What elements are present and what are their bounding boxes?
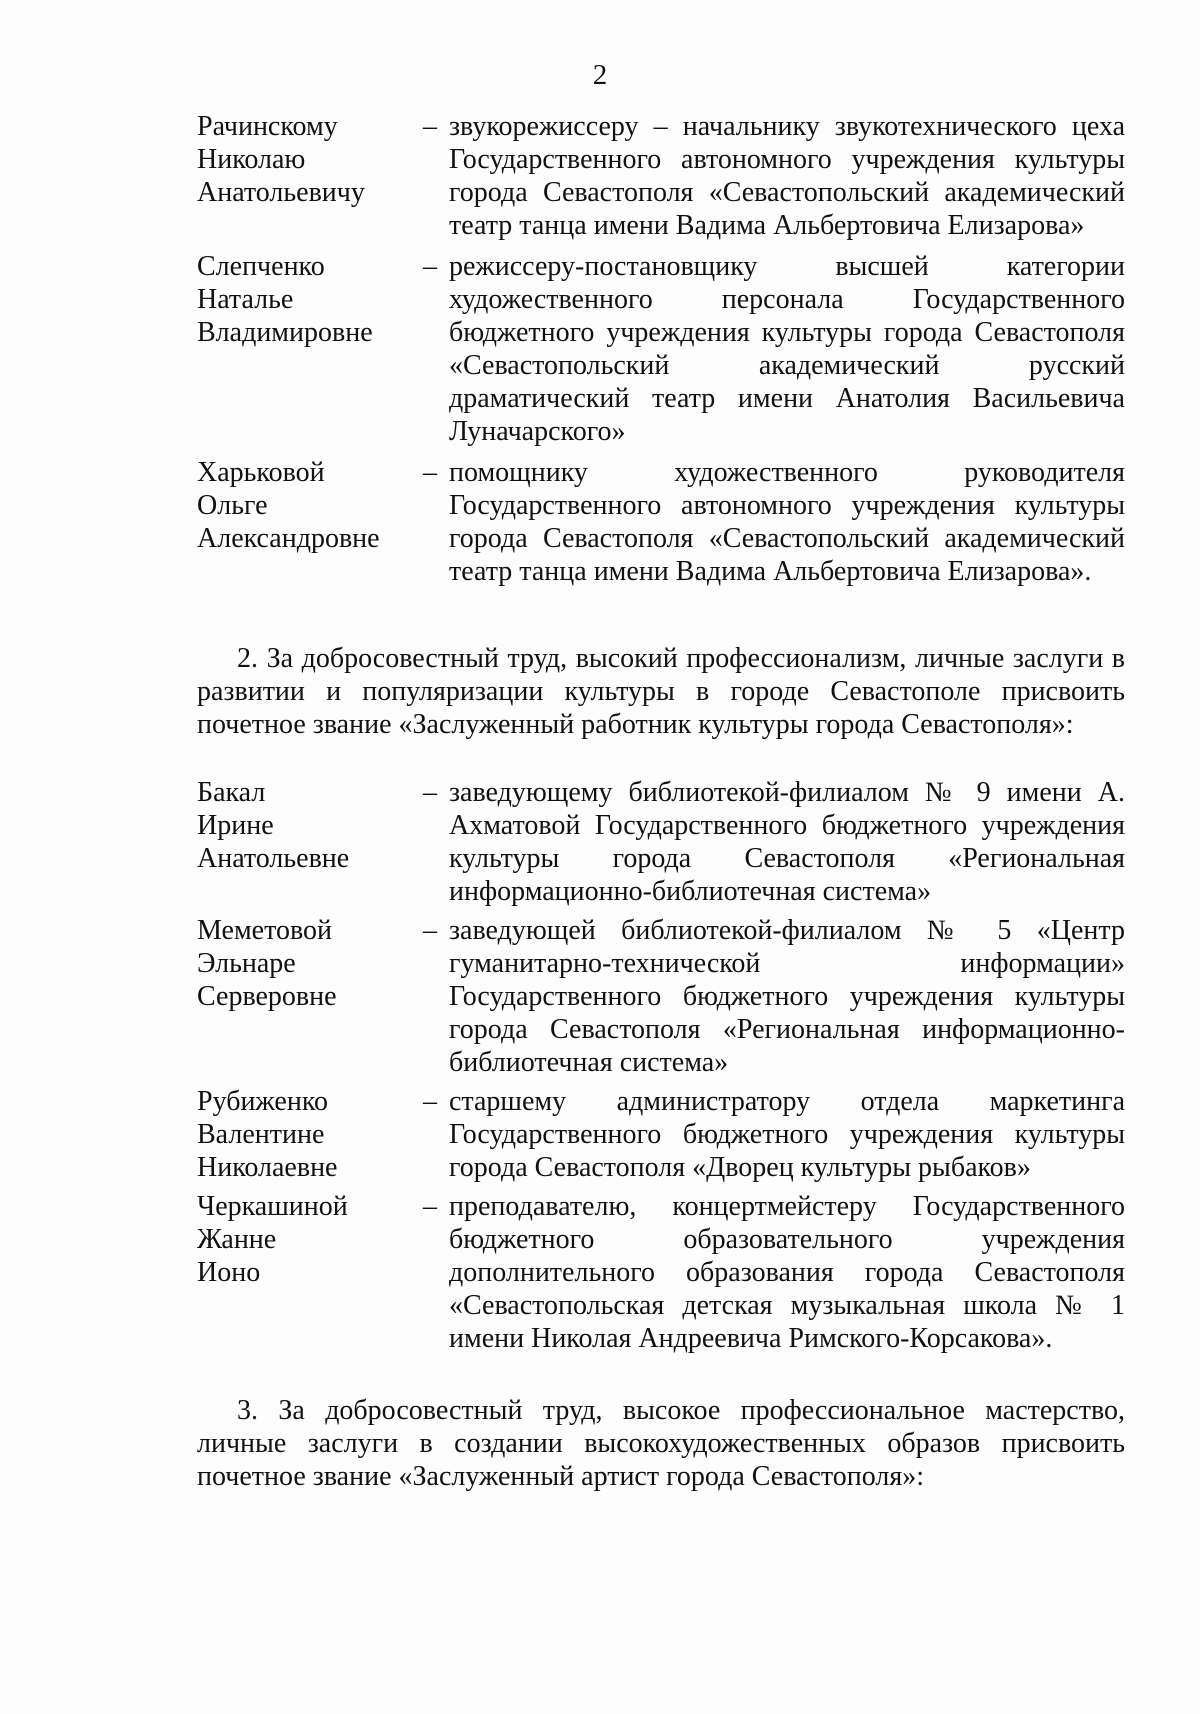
awardee-entry	[197, 914, 1125, 1079]
awardee-entry	[197, 776, 1125, 908]
page-number: 2	[592, 59, 608, 91]
awardee-patronymic: Николаевне	[197, 1152, 338, 1183]
awardee-patronymic: Анатольевне	[197, 843, 350, 874]
entry-dash: –	[423, 915, 437, 946]
awardee-patronymic: Ионо	[197, 1257, 261, 1288]
awardee-entry	[197, 1085, 1125, 1184]
awardee-surname: Харьковой	[197, 457, 325, 488]
awardee-first-name: Эльнаре	[197, 948, 296, 979]
entry-dash: –	[423, 457, 437, 488]
awardee-first-name: Николаю	[197, 144, 306, 175]
awardee-name	[197, 456, 423, 588]
awardee-first-name: Ирине	[197, 810, 274, 841]
awardee-description: заведующей библиотекой-филиалом № 5 «Центр гуманитарно-технической информации» Государственного бюджетного учреждения культуры города Севастополя «Региональная информационно-библиотечная система»	[449, 915, 1125, 1078]
awardee-name	[197, 110, 423, 242]
paragraph-3: 3. За добросовестный труд, высокое профессиональное мастерство, личные заслуги в создании высокохудожественных образов присвоить почетное звание «Заслуженный артист города Севастополя»:	[197, 1395, 1125, 1492]
awardee-description: помощнику художественного руководителя Государственного автономного учреждения культуры города Севастополя «Севастопольский академический театр танца имени Вадима Альбертовича Елизарова».	[449, 457, 1125, 587]
awardee-surname: Меметовой	[197, 915, 332, 946]
awardee-description: заведующему библиотекой-филиалом № 9 имени А. Ахматовой Государственного бюджетного учреждения культуры города Севастополя «Региональная информационно-библиотечная система»	[449, 777, 1125, 907]
awardee-surname: Слепченко	[197, 251, 325, 282]
awardee-patronymic: Серверовне	[197, 981, 337, 1012]
awardee-first-name: Ольге	[197, 490, 268, 521]
awardee-entry	[197, 1190, 1125, 1355]
paragraph-2: 2. За добросовестный труд, высокий профессионализм, личные заслуги в развитии и популяризации культуры в городе Севастополе присвоить почетное звание «Заслуженный работник культуры города Севастополя»:	[197, 643, 1125, 740]
awardee-description: звукорежиссеру – начальнику звукотехнического цеха Государственного автономного учреждения культуры города Севастополя «Севастопольский академический театр танца имени Вадима Альбертовича Елизарова»	[449, 111, 1125, 241]
entry-dash: –	[423, 1191, 437, 1222]
awardee-first-name: Наталье	[197, 284, 294, 315]
awardee-name	[197, 914, 423, 1079]
awardee-description: преподавателю, концертмейстеру Государственного бюджетного образовательного учреждения дополнительного образования города Севастополя «Севастопольская детская музыкальная школа № 1 имени Николая Андреевича Римского-Корсакова».	[449, 1191, 1125, 1354]
awardee-entry	[197, 110, 1125, 242]
entry-dash: –	[423, 1086, 437, 1117]
awardee-name	[197, 250, 423, 448]
awardee-description: режиссеру-постановщику высшей категории художественного персонала Государственного бюджетного учреждения культуры города Севастополя «Севастопольский академический русский драматический театр имени Анатолия Васильевича Луначарского»	[449, 251, 1125, 447]
entry-dash: –	[423, 777, 437, 808]
awardee-patronymic: Владимировне	[197, 317, 373, 348]
awardee-name	[197, 1085, 423, 1184]
awardee-first-name: Валентине	[197, 1119, 325, 1150]
awardee-name	[197, 776, 423, 908]
awardee-first-name: Жанне	[197, 1224, 277, 1255]
awardee-surname: Бакал	[197, 777, 266, 808]
awardee-surname: Черкашиной	[197, 1191, 348, 1222]
entry-dash: –	[423, 111, 437, 142]
awardee-surname: Рубиженко	[197, 1086, 329, 1117]
awardee-list-2	[197, 776, 1125, 1355]
entry-dash: –	[423, 251, 437, 282]
awardee-patronymic: Анатольевичу	[197, 177, 365, 208]
awardee-description: старшему администратору отдела маркетинга Государственного бюджетного учреждения культуры города Севастополя «Дворец культуры рыбаков»	[449, 1086, 1125, 1183]
awardee-entry	[197, 250, 1125, 448]
awardee-name	[197, 1190, 423, 1355]
awardee-surname: Рачинскому	[197, 111, 338, 142]
awardee-entry	[197, 456, 1125, 588]
awardee-patronymic: Александровне	[197, 523, 380, 554]
awardee-list-1	[197, 110, 1125, 588]
